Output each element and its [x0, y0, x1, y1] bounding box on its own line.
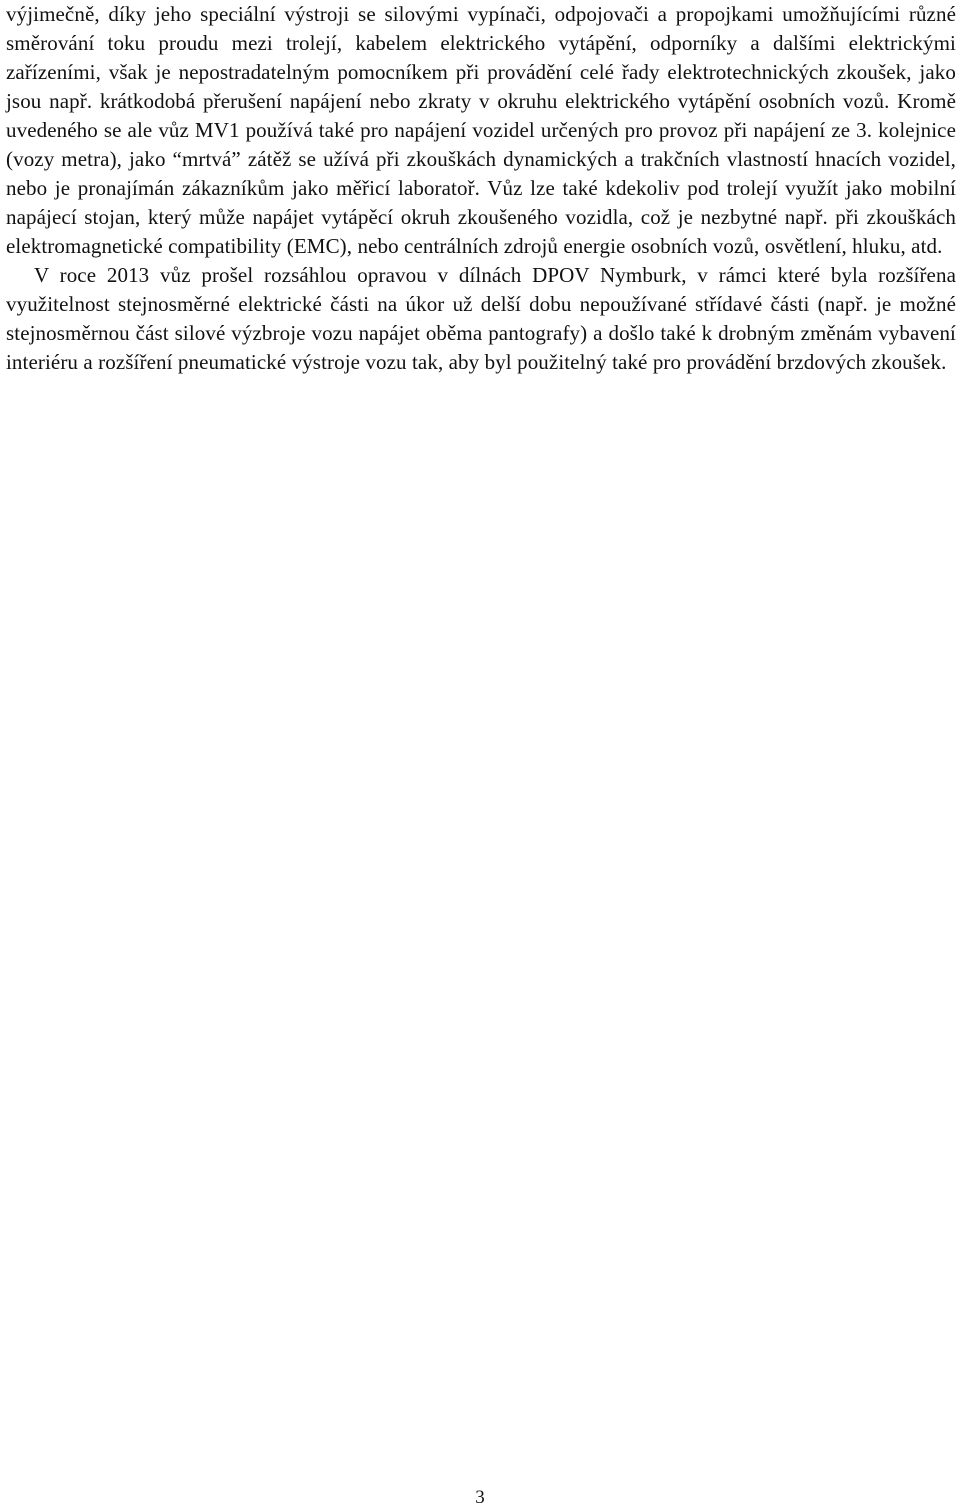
paragraph-continuation: výjimečně, díky jeho speciální výstroji se silovými vypínači, odpojovači a propojkami umožňujícími různé směrování toku proudu mezi trolejí, kabelem elektrického vytápění, odporníky a dalšími elektrickými zařízeními, však je nepostradatelným pomocníkem při provádění celé řady elektrotechnických zkoušek, jako jsou např. krátkodobá přerušení napájení nebo zkraty v okruhu elektrického vytápění osobních vozů. Kromě uvedeného se ale vůz MV1 používá také pro napájení vozidel určených pro provoz při napájení ze 3. kolejnice (vozy metra), jako “mrtvá” zátěž se užívá při zkouškách dynamických a trakčních vlastností hnacích vozidel, nebo je pronajímán zákazníkům jako měřicí laboratoř. Vůz lze také kdekoliv pod trolejí využít jako mobilní napájecí stojan, který může napájet vytápěcí okruh zkoušeného vozidla, což je nezbytné např. při zkouškách elektromagnetické compatibility (EMC), nebo centrálních zdrojů energie osobních vozů, osvětlení, hluku, atd.	[6, 2, 956, 258]
paragraph-repair-2013: V roce 2013 vůz prošel rozsáhlou opravou v dílnách DPOV Nymburk, v rámci které byla rozšířena využitelnost stejnosměrné elektrické části na úkor už delší dobu nepoužívané střídavé části (např. je možné stejnosměrnou část silové výzbroje vozu napájet oběma pantografy) a došlo také k drobným změnám vybavení interiéru a rozšíření pneumatické výstroje vozu tak, aby byl použitelný také pro provádění brzdových zkoušek.	[6, 263, 956, 374]
page-number: 3	[475, 1487, 485, 1508]
document-body	[6, 0, 956, 377]
